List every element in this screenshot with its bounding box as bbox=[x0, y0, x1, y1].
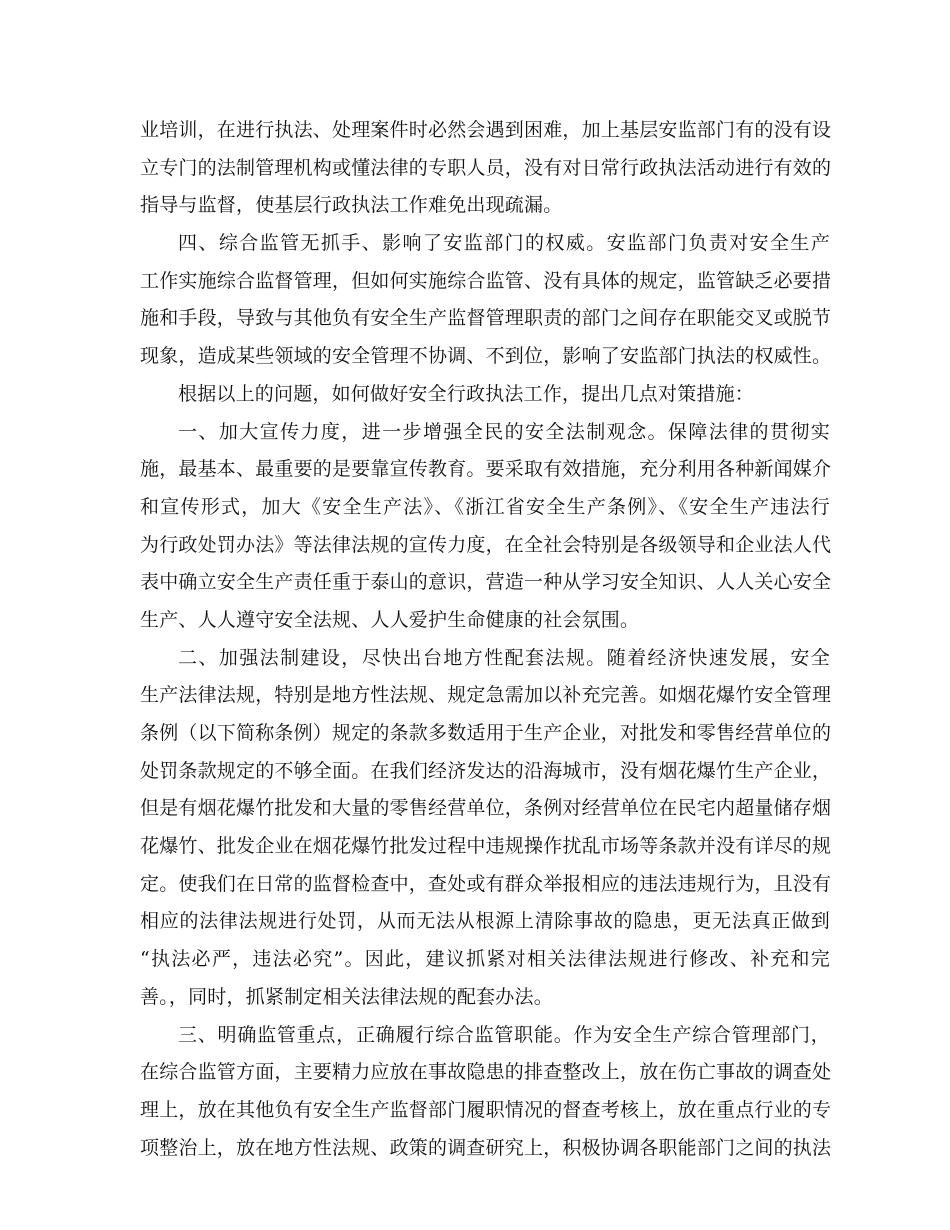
text-line: 定。使我们在日常的监督检查中，查处或有群众举报相应的违法违规行为，且没有 bbox=[140, 872, 832, 895]
text-line: 三、明确监管重点，正确履行综合监管职能。作为安全生产综合管理部门， bbox=[178, 1023, 830, 1046]
text-line: “执法必严，违法必究”。因此，建议抓紧对相关法律法规进行修改、补充和完 bbox=[140, 948, 830, 971]
body-text bbox=[140, 112, 830, 1167]
text-line: 二、加强法制建设，尽快出台地方性配套法规。随着经济快速发展，安全 bbox=[178, 646, 830, 669]
text-line: 一、加大宣传力度，进一步增强全民的安全法制观念。保障法律的贯彻实 bbox=[178, 420, 830, 443]
text-line: 根据以上的问题，如何做好安全行政执法工作，提出几点对策措施： bbox=[178, 382, 755, 405]
text-line: 在综合监管方面，主要精力应放在事故隐患的排查整改上，放在伤亡事故的调查处 bbox=[140, 1061, 832, 1084]
text-line: 工作实施综合监督管理，但如何实施综合监管、没有具体的规定，监管缺乏必要措 bbox=[140, 269, 832, 292]
text-line: 项整治上，放在地方性法规、政策的调查研究上，积极协调各职能部门之间的执法 bbox=[140, 1136, 832, 1159]
text-line: 生产、人人遵守安全法规、人人爱护生命健康的社会氛围。 bbox=[140, 608, 640, 631]
text-line: 但是有烟花爆竹批发和大量的零售经营单位，条例对经营单位在民宅内超量储存烟 bbox=[140, 797, 832, 820]
text-line: 现象，造成某些领域的安全管理不协调、不到位，影响了安监部门执法的权威性。 bbox=[140, 345, 832, 368]
text-line: 表中确立安全生产责任重于泰山的意识，营造一种从学习安全知识、人人关心安全 bbox=[140, 571, 832, 594]
paragraph-intro-measures bbox=[140, 376, 830, 414]
text-line: 施和手段，导致与其他负有安全生产监督管理职责的部门之间存在职能交叉或脱节 bbox=[140, 307, 832, 330]
text-line: 业培训，在进行执法、处理案件时必然会遇到困难，加上基层安监部门有的没有设 bbox=[140, 119, 832, 141]
text-line: 和宣传形式，加大《安全生产法》、《浙江省安全生产条例》、《安全生产违法行 bbox=[140, 495, 830, 518]
paragraph-measure-two bbox=[140, 640, 830, 1017]
text-line: 花爆竹、批发企业在烟花爆竹批发过程中违规操作扰乱市场等条款并没有详尽的规 bbox=[140, 835, 832, 858]
paragraph-point-four bbox=[140, 225, 830, 376]
text-line: 生产法律法规，特别是地方性法规、规定急需加以补充完善。如烟花爆竹安全管理 bbox=[140, 684, 832, 707]
text-line: 施，最基本、最重要的是要靠宣传教育。要采取有效措施，充分利用各种新闻媒介 bbox=[140, 458, 832, 481]
text-line: 相应的法律法规进行处罚，从而无法从根源上清除事故的隐患，更无法真正做到 bbox=[140, 910, 830, 933]
text-line: 善。，同时，抓紧制定相关法律法规的配套办法。 bbox=[140, 985, 553, 1008]
text-line: 指导与监督，使基层行政执法工作难免出现疏漏。 bbox=[140, 194, 563, 217]
text-line: 条例（以下简称条例）规定的条款多数适用于生产企业，对批发和零售经营单位的 bbox=[140, 722, 832, 744]
text-line: 为行政处罚办法》等法律法规的宣传力度，在全社会特别是各级领导和企业法人代 bbox=[140, 533, 832, 556]
text-line: 立专门的法制管理机构或懂法律的专职人员，没有对日常行政执法活动进行有效的 bbox=[140, 156, 832, 179]
text-line: 四、综合监管无抓手、影响了安监部门的权威。安监部门负责对安全生产 bbox=[178, 232, 830, 255]
text-line: 处罚条款规定的不够全面。在我们经济发达的沿海城市，没有烟花爆竹生产企业， bbox=[140, 759, 832, 782]
paragraph-measure-one bbox=[140, 414, 830, 640]
paragraph-measure-three bbox=[140, 1017, 830, 1168]
text-line: 理上，放在其他负有安全生产监督部门履职情况的督查考核上，放在重点行业的专 bbox=[140, 1098, 832, 1121]
paragraph-continuation bbox=[140, 112, 830, 225]
